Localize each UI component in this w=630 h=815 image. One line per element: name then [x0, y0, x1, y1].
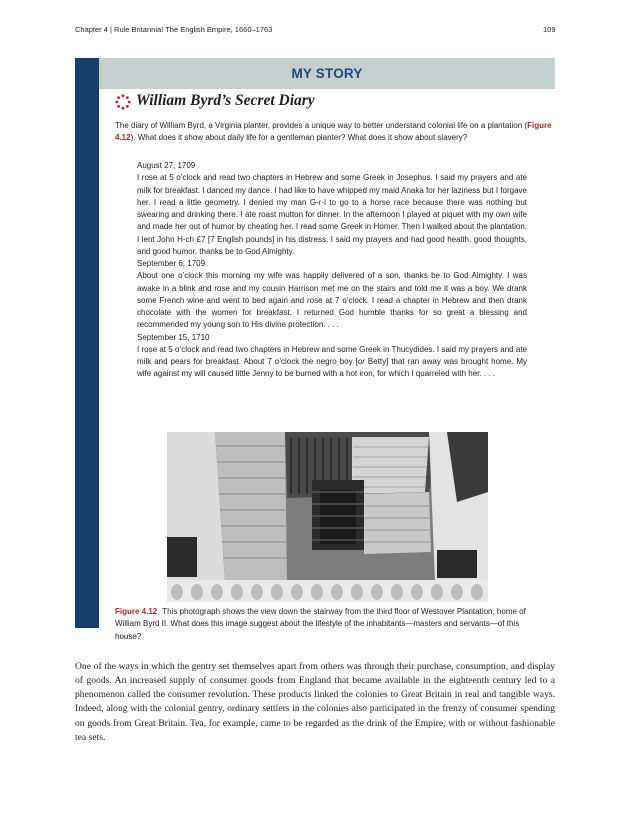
entry-text-italic: or: [357, 357, 365, 366]
figure-label: Figure 4.12: [115, 607, 158, 616]
diary-entry-text: I rose at 5 o’clock and read two chapters in Hebrew and some Greek in Josephus. I said my prayers and ate milk for breakfast. I danced my dance. I had like to have whipped my maid Anaka for her laziness but I forgave her. I read a little geometry. I denied my man G-r-l to go to a horse race because there was nothing but swearing and drinking there. I ate roast mutton for dinner. In the afternoon I played at piquet with my own wife and made her out of humor by cheating her. I read some Greek in Homer. Then I walked about the plantation. I lent John H-ch £7 [7 English pounds] in his distress. I said my prayers and had good health, good thoughts, and good humor, thanks be to God Almighty.: [137, 173, 527, 256]
diary-date: September 15, 1710: [137, 332, 210, 342]
entry-text-before: I rose at 5 o’clock and read two chapters in Hebrew and some Greek in Thucydides. I said my prayers and ate milk and pears for breakfast. About 7 o’clock the negro boy [: [137, 344, 527, 366]
diary-entry-text: About one o’clock this morning my wife was happily delivered of a son, thanks be to God Almighty. I was awake in a blink and rose and my cousin Harrison met me on the stairs and told me it was a boy. We drank some French wine and went to bed again and rose at 7 o’clock. I read a chapter in Hebrew and then drank chocolate with the women for breakfast. I returned God humble thanks for so great a blessing and recommended my young son to His divine protection. . . .: [137, 271, 527, 330]
story-title: William Byrd’s Secret Diary: [136, 92, 315, 109]
figure-caption-text: This photograph shows the view down the stairway from the third floor of Westover Plantation, home of William Byrd II. What does this image suggest about the lifestyle of the inhabitants—masters and servants—of this house?: [115, 607, 526, 641]
entry-text-after: Betty] that ran away was brought home. My wife against my will caused little Jenny to be burned with a hot iron, for which I quarreled with her. . . .: [137, 357, 528, 379]
feature-header: [99, 58, 555, 89]
feature-side-bar: [75, 58, 99, 628]
feature-label: MY STORY: [291, 66, 363, 81]
dotted-circle-icon: [115, 94, 131, 110]
feature-intro: [115, 120, 555, 145]
figure-reference-link[interactable]: Figure 4.12: [115, 121, 552, 143]
intro-text-before: The diary of William Byrd, a Virginia planter, provides a unique way to better understand colonial life on a plantation (: [115, 121, 528, 130]
diary-date: August 27, 1709: [137, 161, 196, 170]
intro-text-after: ). What does it show about daily life for a gentleman planter? What does it show about slavery?: [130, 133, 468, 143]
diary-date: September 6, 1709: [137, 259, 206, 268]
stairwell-photo: [167, 432, 488, 602]
running-head: Chapter 4 | Rule Britannia! The English Empire, 1660–1763: [75, 25, 273, 34]
page-number: 109: [543, 25, 556, 34]
figure-caption: [115, 606, 545, 643]
body-paragraph: One of the ways in which the gentry set themselves apart from others was through their purchase, consumption, and display of goods. An increased supply of consumer goods from England that became available in the eighteenth century led to a phenomenon called the consumer revolution. These products linked the colonies to Great Britain in real and tangible ways. Indeed, along with the colonial gentry, ordinary settlers in the colonies also participated in the frenzy of consumer spending on goods from Great Britain. Tea, for example, came to be regarded as the drink of the Empire, with or without fashionable tea sets.: [75, 661, 555, 743]
diary-entry-text: [137, 344, 527, 381]
diary-excerpt: [137, 160, 527, 381]
